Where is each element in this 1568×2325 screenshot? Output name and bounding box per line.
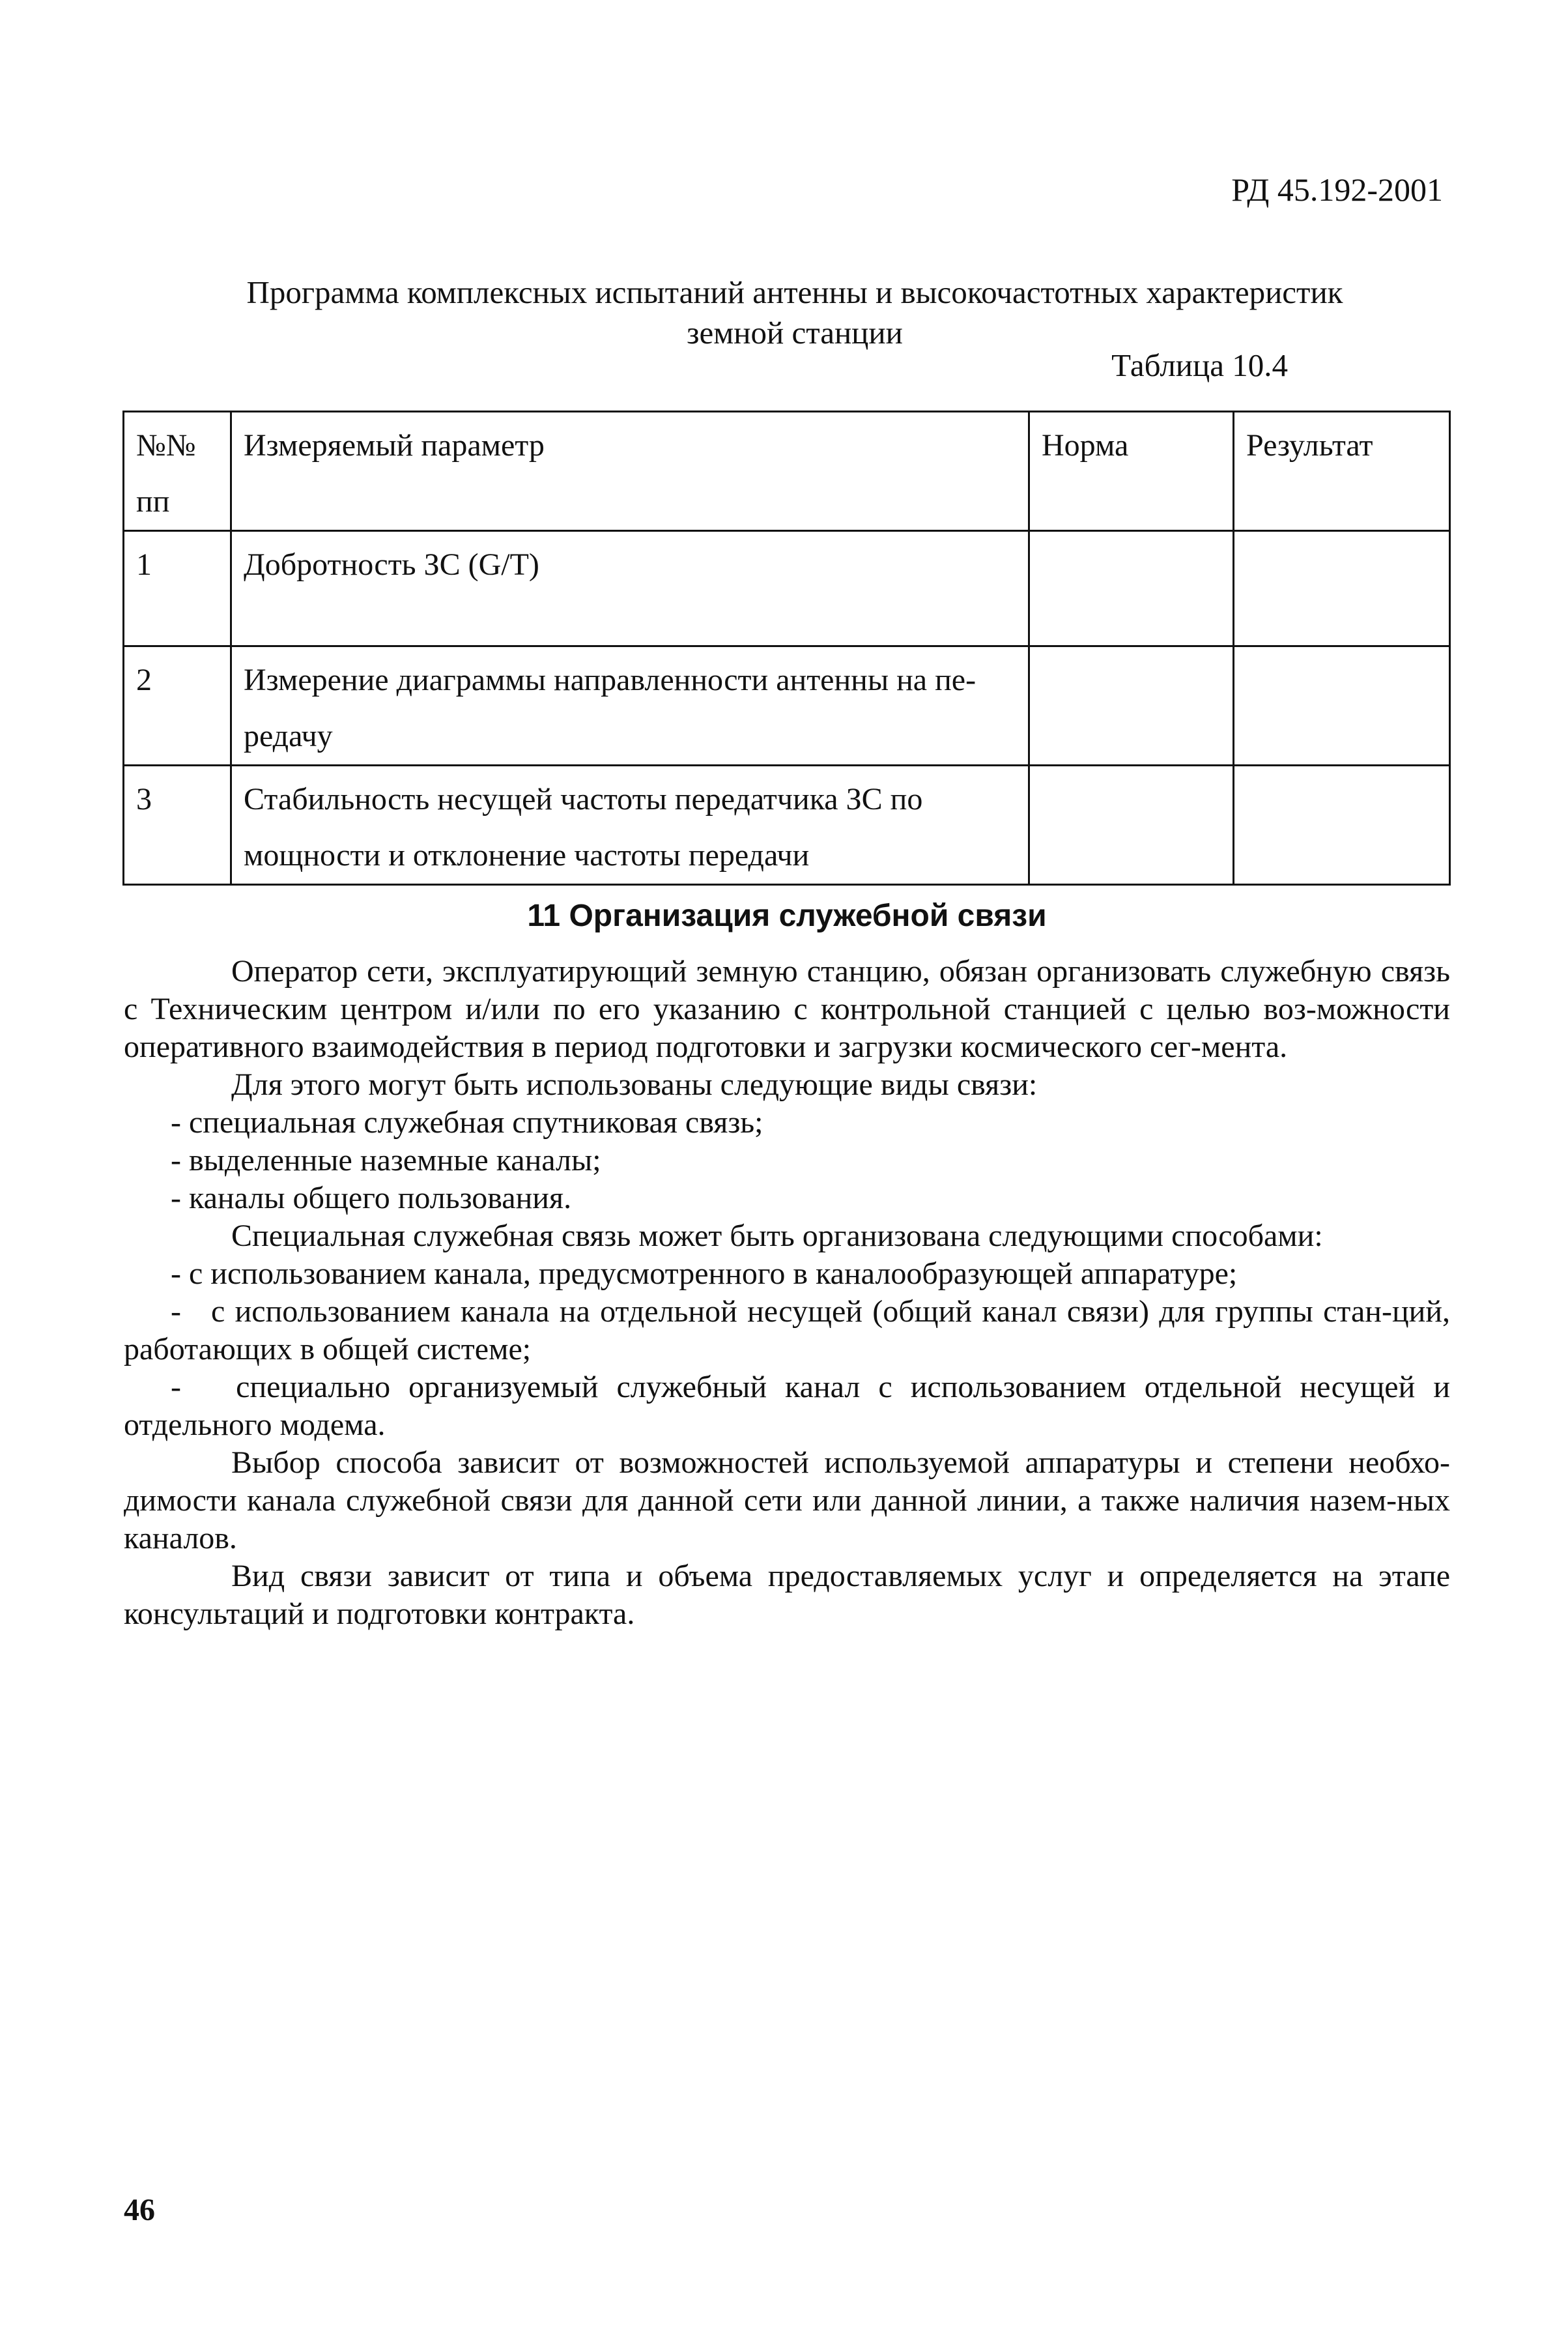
row-number: 2: [124, 646, 231, 766]
test-program-table: [122, 411, 1451, 886]
list-item: [124, 1293, 1450, 1368]
list-item-text: с использованием канала, предусмотренного в каналообразующей аппаратуре;: [189, 1256, 1238, 1291]
row-result: [1234, 766, 1450, 885]
row-norm: [1029, 646, 1234, 766]
bullet-dash: -: [171, 1105, 181, 1140]
paragraph: Вид связи зависит от типа и объема предоставляемых услуг и определяется на этапе консультаций и подготовки контракта.: [124, 1559, 1450, 1631]
table-row: [124, 646, 1450, 766]
list-item: [124, 1368, 1450, 1444]
bullet-dash: -: [171, 1294, 181, 1329]
table-row: [124, 766, 1450, 885]
bullet-dash: -: [171, 1370, 181, 1404]
table-row: [124, 531, 1450, 646]
paragraph: Выбор способа зависит от возможностей используемой аппаратуры и степени необхо-димости канала служебной связи для данной сети или данной линии, а также наличия назем-ных каналов.: [124, 1445, 1450, 1555]
list-item: [124, 1255, 1450, 1293]
page-number: 46: [124, 2193, 155, 2227]
table-label: Таблица 10.4: [1111, 347, 1288, 383]
list-item-text: с использованием канала на отдельной несущей (общий канал связи) для группы стан-ций, работающих в общей системе;: [124, 1294, 1451, 1366]
row-norm: [1029, 531, 1234, 646]
section-body: [124, 953, 1450, 1633]
row-parameter: Добротность ЗС (G/T): [231, 531, 1029, 646]
bullet-dash: -: [171, 1181, 181, 1215]
row-parameter: Измерение диаграммы направленности антенны на пе-редачу: [231, 646, 1029, 766]
table-header-row: [124, 412, 1450, 531]
document-code: РД 45.192-2001: [1231, 171, 1443, 208]
list-item-text: выделенные наземные каналы;: [189, 1143, 601, 1177]
list-item-text: специальная служебная спутниковая связь;: [189, 1105, 763, 1140]
section-heading: 11 Организация служебной связи: [527, 899, 1047, 933]
bullet-dash: -: [171, 1143, 181, 1177]
row-number: 1: [124, 531, 231, 646]
header-parameter: Измеряемый параметр: [231, 412, 1029, 531]
paragraph: Для этого могут быть использованы следующие виды связи:: [231, 1067, 1038, 1102]
table-title-line-1: Программа комплексных испытаний антенны и высокочастотных характеристик: [246, 274, 1343, 310]
row-norm: [1029, 766, 1234, 885]
paragraph: Специальная служебная связь может быть организована следующими способами:: [231, 1219, 1323, 1253]
list-item: [124, 1142, 1450, 1179]
header-number: №№ пп: [124, 412, 231, 531]
paragraph: Оператор сети, эксплуатирующий земную станцию, обязан организовать служебную связь с Техническим центром и/или по его указанию с контрольной станцией с целью воз-можности оперативного взаимодействия в период подготовки и загрузки космического сег-мента.: [124, 954, 1450, 1064]
list-item-text: каналы общего пользования.: [189, 1181, 572, 1215]
list-item: [124, 1104, 1450, 1142]
header-norm: Норма: [1029, 412, 1234, 531]
header-result: Результат: [1234, 412, 1450, 531]
list-item: [124, 1179, 1450, 1217]
row-result: [1234, 646, 1450, 766]
table-title: [221, 272, 1368, 353]
bullet-dash: -: [171, 1256, 181, 1291]
table-title-line-2: земной станции: [687, 315, 903, 351]
row-number: 3: [124, 766, 231, 885]
row-parameter: Стабильность несущей частоты передатчика ЗС по мощности и отклонение частоты передачи: [231, 766, 1029, 885]
row-result: [1234, 531, 1450, 646]
list-item-text: специально организуемый служебный канал с использованием отдельной несущей и отдельного модема.: [124, 1370, 1451, 1442]
